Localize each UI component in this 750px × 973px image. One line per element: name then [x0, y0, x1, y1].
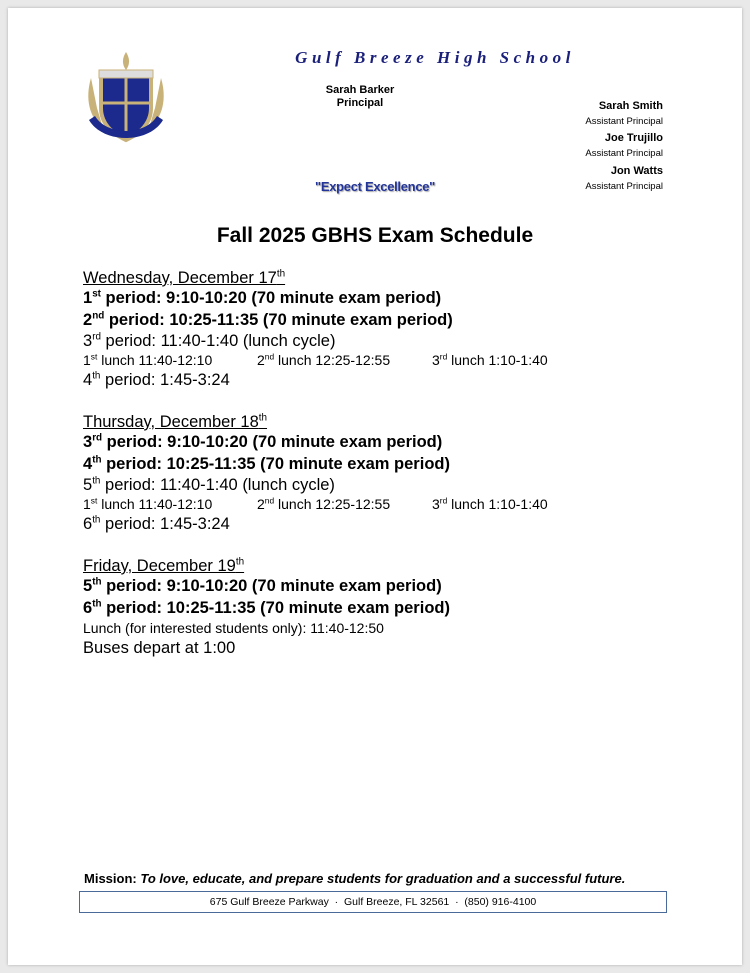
lunch-cycle-period: 3rd period: 11:40-1:40 (lunch cycle) — [83, 331, 336, 350]
ap-title: Assistant Principal — [585, 116, 663, 127]
lunch-times — [83, 495, 703, 514]
ap-title: Assistant Principal — [585, 180, 663, 192]
exam-period: 5th period: 9:10-10:20 (70 minute exam period) — [83, 576, 442, 595]
exam-period: 1st period: 9:10-10:20 (70 minute exam period) — [83, 288, 442, 307]
exam-period: 6th period: 10:25-11:35 (70 minute exam period) — [83, 598, 450, 617]
school-name: Gulf Breeze High School — [295, 48, 575, 67]
lunch-note: Lunch (for interested students only): 11:40-12:50 — [83, 620, 384, 636]
day-heading: Wednesday, December 17th — [83, 268, 286, 287]
lunch-times — [83, 351, 703, 370]
lunch-slot: 1st lunch 11:40-12:10 — [83, 351, 213, 368]
day-heading: Thursday, December 18th — [83, 412, 268, 431]
exam-period: 4th period: 10:25-11:35 (70 minute exam period) — [83, 454, 450, 473]
lunch-slot: 2nd lunch 12:25-12:55 — [257, 351, 391, 368]
exam-schedule — [83, 268, 703, 658]
ap-name: Sarah Smith — [598, 100, 663, 112]
lunch-slot: 2nd lunch 12:25-12:55 — [257, 495, 391, 512]
lunch-cycle-period: 5th period: 11:40-1:40 (lunch cycle) — [83, 475, 335, 494]
bus-departure: Buses depart at 1:00 — [83, 639, 236, 657]
principal-block — [300, 84, 420, 110]
motto: "Expect Excellence" — [314, 179, 436, 194]
day-heading: Friday, December 19th — [83, 556, 245, 575]
period: 6th period: 1:45-3:24 — [83, 514, 230, 533]
exam-period: 2nd period: 10:25-11:35 (70 minute exam period) — [83, 310, 453, 329]
mission-statement: Mission: To love, educate, and prepare students for graduation and a successful future. — [84, 871, 626, 886]
page-title: Fall 2025 GBHS Exam Schedule — [216, 224, 534, 247]
lunch-slot: 3rd lunch 1:10-1:40 — [432, 495, 548, 512]
address-bar: 675 Gulf Breeze Parkway · Gulf Breeze, FL 32561 · (850) 916-4100 — [79, 891, 667, 913]
ap-name: Joe Trujillo — [604, 132, 663, 145]
lunch-slot: 1st lunch 11:40-12:10 — [83, 495, 213, 512]
principal-name: Sarah Barker — [325, 84, 395, 96]
ap-title: Assistant Principal — [585, 148, 663, 160]
lunch-slot: 3rd lunch 1:10-1:40 — [432, 351, 548, 368]
ap-name: Jon Watts — [610, 164, 663, 177]
period: 4th period: 1:45-3:24 — [83, 370, 230, 389]
principal-title: Principal — [336, 97, 384, 109]
exam-period: 3rd period: 9:10-10:20 (70 minute exam period) — [83, 432, 443, 451]
